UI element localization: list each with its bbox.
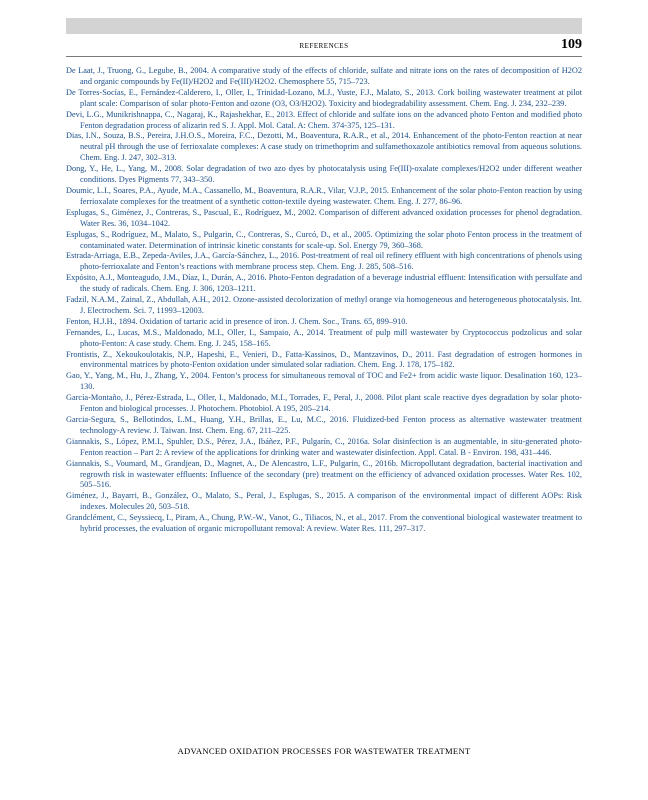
header-gray-bar (66, 18, 582, 34)
reference-entry: Esplugas, S., Rodríguez, M., Malato, S., Pulgarin, C., Contreras, S., Curcó, D., et al., 2005. Optimizing the solar photo Fenton process in the treatment of contaminated water. Determination of intrinsic kinetic constants for scale-up. Sol. Energy 79, 360–368. (66, 229, 582, 250)
reference-entry: Gao, Y., Yang, M., Hu, J., Zhang, Y., 2004. Fenton’s process for simultaneous removal of TOC and Fe2+ from acidic waste liquor. Desalination 160, 123–130. (66, 371, 582, 392)
reference-entry: Doumic, L.I., Soares, P.A., Ayude, M.A., Cassanello, M., Boaventura, R.A.R., Vilar, V.J.P., 2015. Enhancement of the solar photo-Fenton reaction by using ferrioxalate complexes for the treatment of a synthetic cotton-textile dyeing wastewater. Chem. Eng. J. 277, 86–96. (66, 185, 582, 206)
reference-entry: De Torres-Socías, E., Fernández-Calderero, I., Oller, I., Trinidad-Lozano, M.J., Yuste, F.J., Malato, S., 2013. Cork boiling wastewater treatment at pilot plant scale: Comparison of solar photo-Fenton and ozone (O3, O3/H2O2). Toxicity and biodegradability assessment. Chem. Eng. J. 234, 232–239. (66, 87, 582, 108)
reference-entry: Frontistis, Z., Xekoukoulotakis, N.P., Hapeshi, E., Venieri, D., Fatta-Kassinos, D., Mantzavinos, D., 2011. Fast degradation of estrogen hormones in environmental matrices by photo-Fenton oxidation under simulated solar radiation. Chem. Eng. J. 178, 175–182. (66, 349, 582, 370)
book-title-footer: ADVANCED OXIDATION PROCESSES FOR WASTEWATER TREATMENT (177, 746, 471, 756)
reference-entry: Fadzil, N.A.M., Zainal, Z., Abdullah, A.H., 2012. Ozone-assisted decolorization of methyl orange via homogeneous and heterogeneous photocatalysis. Int. J. Electrochem. Sci. 7, 11993–12003. (66, 295, 582, 315)
reference-entry: Dong, Y., He, L., Yang, M., 2008. Solar degradation of two azo dyes by photocatalysis using Fe(III)-oxalate complexes/H2O2 under different weather conditions. Dyes Pigments 77, 343–350. (66, 164, 582, 185)
reference-entry: Expósito, A.J., Monteagudo, J.M., Díaz, I., Durán, A., 2016. Photo-Fenton degradation of a beverage industrial effluent: Intensification with persulfate and the study of radicals. Chem. Eng. J. 306, 1203–1211. (66, 273, 582, 294)
reference-entry: Giannakis, S., López, P.M.I., Spuhler, D.S., Pérez, J.A., Ibáñez, P.F., Pulgarín, C., 2016a. Solar disinfection is an augmentable, in situ-generated photo-Fenton reaction – Part 2: A review of the applications for drinking water and wastewater disinfection. Appl. Catal. B - Environ. 198, 431–446. (66, 436, 582, 457)
reference-entry: Grandclément, C., Seyssiecq, I., Piram, A., Chung, P.W.-W., Vanot, G., Tiliacos, N., et al., 2017. From the conventional biological wastewater treatment to hybrid processes, the evaluation of organic micropollutant removal: A review. Water Res. 111, 297–317. (66, 513, 582, 534)
reference-entry: Giménez, J., Bayarri, B., González, O., Malato, S., Peral, J., Esplugas, S., 2015. A comparison of the environmental impact of different AOPs: Risk indexes. Molecules 20, 503–518. (66, 491, 582, 512)
reference-entry: Fenton, H.J.H., 1894. Oxidation of tartaric acid in presence of iron. J. Chem. Soc., Trans. 65, 899–910. (66, 316, 408, 326)
reference-list (66, 66, 582, 535)
reference-entry: García-Montaño, J., Pérez-Estrada, L., Oller, I., Maldonado, M.I., Torrades, F., Peral, J., 2008. Pilot plant scale reactive dyes degradation by solar photo-Fenton and biological processes. J. Photochem. Photobiol. A 195, 205–214. (66, 393, 582, 414)
reference-entry: Giannakis, S., Voumard, M., Grandjean, D., Magnet, A., De Alencastro, L.F., Pulgarin, C., 2016b. Micropollutant degradation, bacterial inactivation and regrowth risk in wastewater effluents: Influence of the secondary (pre) treatment on the efficiency of advanced oxidation processes. Water Res. 102, 505–516. (66, 458, 582, 490)
reference-entry: Dias, I.N., Souza, B.S., Pereira, J.H.O.S., Moreira, F.C., Dezotti, M., Boaventura, R.A.R., et al., 2014. Enhancement of the photo-Fenton reaction at near neutral pH through the use of ferrioxalate complexes: A case study on trimethoprim and sulfamethoxazole antibiotics removal from aqueous solutions. Chem. Eng. J. 247, 302–313. (66, 131, 582, 163)
reference-entry: Fernandes, L., Lucas, M.S., Maldonado, M.I., Oller, I., Sampaio, A., 2014. Treatment of pulp mill wastewater by Cryptococcus podzolicus and solar photo-Fenton: A case study. Chem. Eng. J. 245, 158–165. (66, 327, 582, 348)
reference-entry: Garcia-Segura, S., Bellotindos, L.M., Huang, Y.H., Brillas, E., Lu, M.C., 2016. Fluidized-bed Fenton process as alternative wastewater treatment technology-A review. J. Taiwan. Inst. Chem. Eng. 67, 211–225. (66, 415, 582, 435)
running-head (66, 37, 582, 57)
reference-entry: De Laat, J., Truong, G., Legube, B., 2004. A comparative study of the effects of chloride, sulfate and nitrate ions on the rates of decomposition of H2O2 and organic compounds by Fe(II)/H2O2 and Fe(III)/H2O2. Chemosphere 55, 715–723. (66, 66, 582, 86)
page-number: 109 (561, 37, 582, 52)
section-title: REFERENCES (299, 42, 349, 50)
reference-entry: Esplugas, S., Giménez, J., Contreras, S., Pascual, E., Rodríguez, M., 2002. Comparison of different advanced oxidation processes for phenol degradation. Water Res. 36, 1034–1042. (66, 207, 582, 228)
reference-entry: Estrada-Arriaga, E.B., Zepeda-Aviles, J.A., García-Sánchez, L., 2016. Post-treatment of real oil refinery effluent with high concentrations of phenols using photo-ferrioxalate and Fenton’s reactions with membrane process step. Chem. Eng. J. 285, 508–516. (66, 251, 582, 272)
reference-entry: Devi, L.G., Munikrishnappa, C., Nagaraj, K., Rajashekhar, E., 2013. Effect of chloride and sulfate ions on the advanced photo Fenton and modified photo Fenton degradation process of alizarin red S. J. Appl. Mol. Catal. A: Chem. 374-375, 125–131. (66, 109, 582, 130)
